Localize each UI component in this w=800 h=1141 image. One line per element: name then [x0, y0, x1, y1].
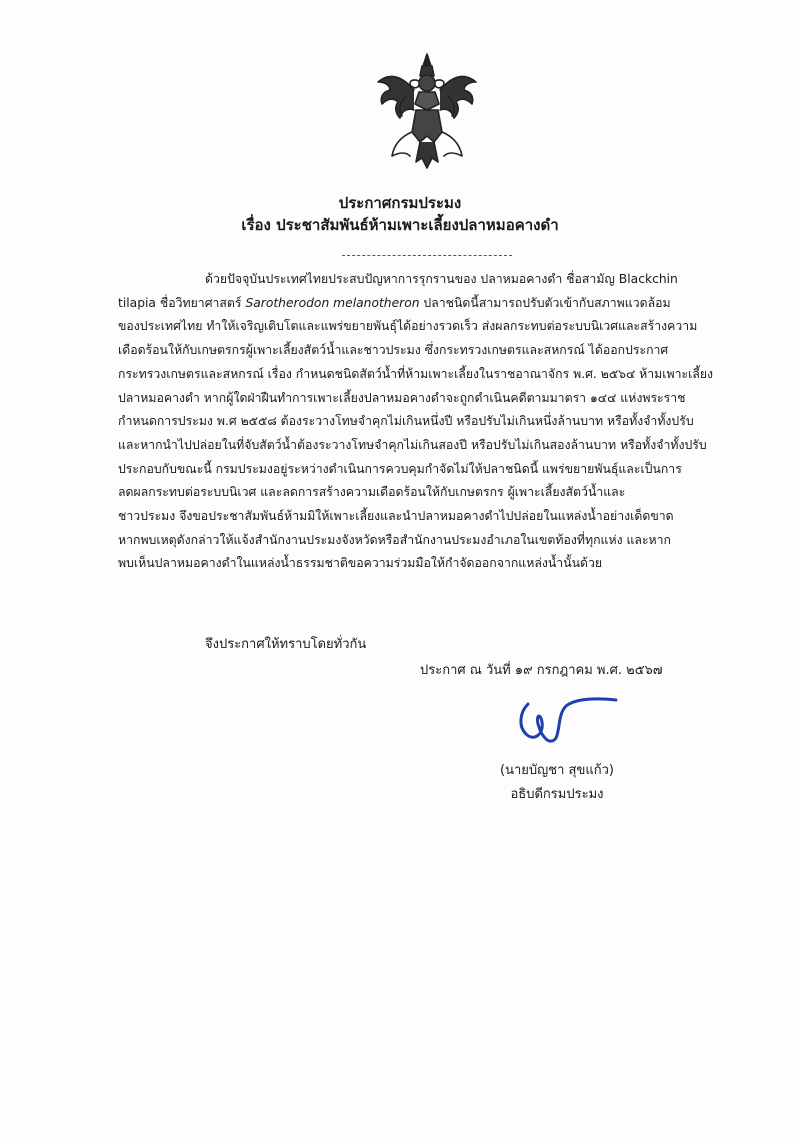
body-line: หากพบเหตุดังกล่าวให้แจ้งสำนักงานประมงจังหวัดหรือสำนักงานประมงอำเภอในเขตท้องที่ทุกแห่ง และหาก	[118, 532, 672, 547]
body-line: และหากนำไปปล่อยในที่จับสัตว์น้ำต้องระวางโทษจำคุกไม่เกินสองปี หรือปรับไม่เกินสองล้านบาท หรือทั้งจำทั้งปรับ	[118, 437, 707, 452]
title-divider	[342, 255, 512, 256]
handwritten-signature	[510, 690, 620, 750]
body-text: ปลาชนิดนี้สามารถปรับตัวเข้ากับสภาพแวดล้อม	[419, 295, 671, 310]
announcement-date: ประกาศ ณ วันที่ ๑๙ กรกฎาคม พ.ศ. ๒๕๖๗	[420, 663, 663, 678]
body-line: กำหนดการประมง พ.ศ ๒๕๕๘ ต้องระวางโทษจำคุกไม่เกินหนึ่งปี หรือปรับไม่เกินหนึ่งล้านบาท หรือทั้งจำทั้งปรับ	[118, 414, 694, 429]
body-line: ชาวประมง จึงขอประชาสัมพันธ์ห้ามมิให้เพาะเลี้ยงและนำปลาหมอคางดำไปปล่อยในแหล่งน้ำอย่างเด็ดขาด	[118, 509, 674, 524]
garuda-emblem-icon	[372, 52, 482, 172]
body-line: ลดผลกระทบต่อระบบนิเวศ และลดการสร้างความเดือดร้อนให้กับเกษตรกร ผู้เพาะเลี้ยงสัตว์น้ำและ	[118, 485, 626, 500]
body-line: พบเห็นปลาหมอคางดำในแหล่งน้ำธรรมชาติขอความร่วมมือให้กำจัดออกจากแหล่งน้ำนั้นด้วย	[118, 556, 603, 571]
body-line	[118, 292, 684, 316]
announcement-body	[118, 268, 714, 576]
body-paragraph	[118, 268, 714, 576]
scientific-name: Sarotherodon melanotheron	[245, 295, 420, 310]
signer-position: อธิบดีกรมประมง	[510, 787, 604, 802]
signer-name: (นายบัญชา สุขแก้ว)	[500, 763, 614, 778]
body-line: ด้วยปัจจุบันประเทศไทยประสบปัญหาการรุกรานของ ปลาหมอคางดำ ชื่อสามัญ Blackchin	[205, 272, 678, 286]
body-text: tilapia ชื่อวิทยาศาสตร์	[118, 295, 246, 310]
closing-statement: จึงประกาศให้ทราบโดยทั่วกัน	[205, 637, 367, 652]
body-line: ปลาหมอคางดำ หากผู้ใดฝ่าฝืนทำการเพาะเลี้ยงปลาหมอคางดำจะถูกดำเนินคดีตามมาตรา ๑๔๔ แห่งพระราช	[118, 390, 686, 405]
body-line: ของประเทศไทย ทำให้เจริญเติบโตและแพร่ขยายพันธุ์ได้อย่างรวดเร็ว ส่งผลกระทบต่อระบบนิเวศและสร้างความ	[118, 319, 698, 334]
announcement-subject: เรื่อง ประชาสัมพันธ์ห้ามเพาะเลี้ยงปลาหมอคางดำ	[241, 216, 559, 234]
body-line: กระทรวงเกษตรและสหกรณ์ เรื่อง กำหนดชนิดสัตว์น้ำที่ห้ามเพาะเลี้ยงในราชอาณาจักร พ.ศ. ๒๕๖๔ ห้ามเพาะเลี้ยง	[118, 366, 714, 381]
body-line: ประกอบกับขณะนี้ กรมประมงอยู่ระหว่างดำเนินการควบคุมกำจัดไม่ให้ปลาชนิดนี้ แพร่ขยายพันธุ์และเป็นการ	[118, 461, 682, 476]
signer-block	[487, 759, 627, 807]
announcement-title: ประกาศกรมประมง	[338, 194, 462, 212]
body-line: เดือดร้อนให้กับเกษตรกรผู้เพาะเลี้ยงสัตว์น้ำและชาวประมง ซึ่งกระทรวงเกษตรและสหกรณ์ ได้ออกประกาศ	[118, 343, 669, 358]
